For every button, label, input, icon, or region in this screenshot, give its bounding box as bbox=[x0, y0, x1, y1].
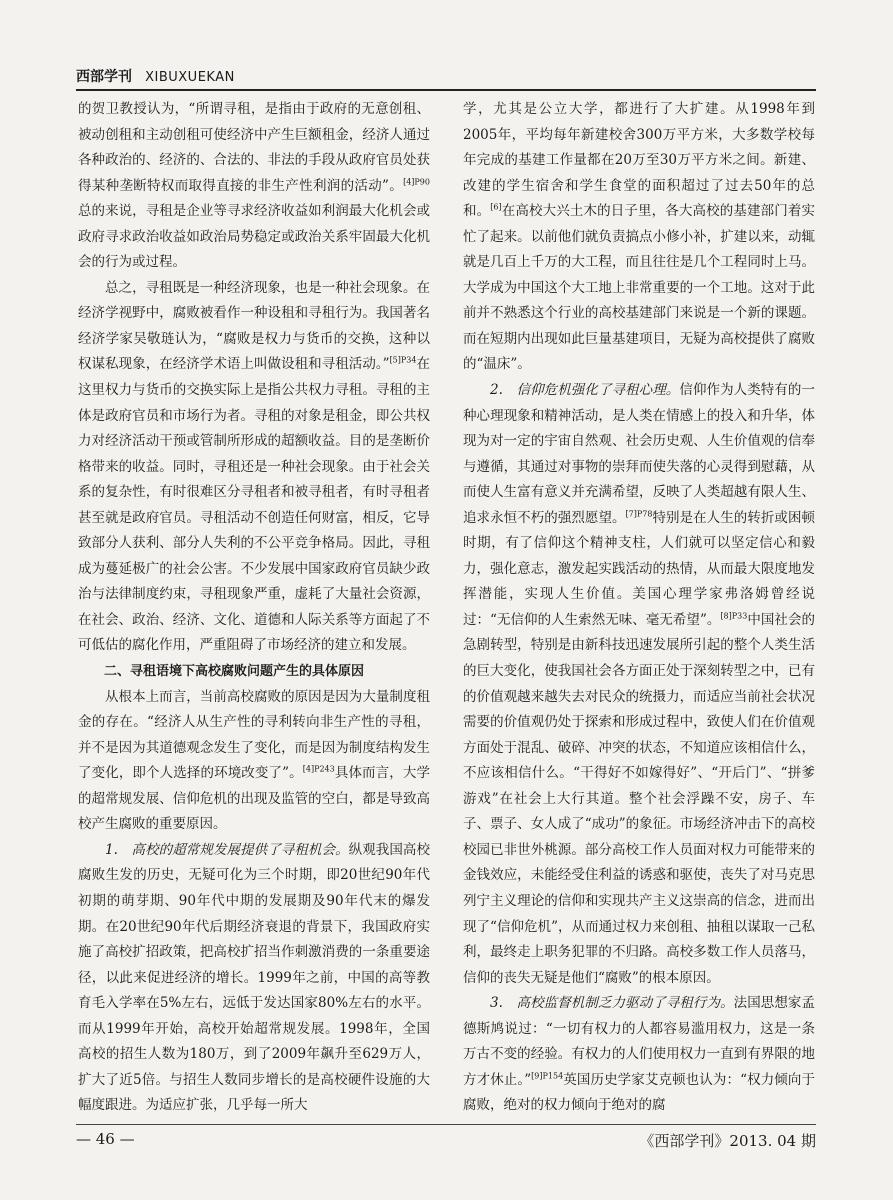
paragraph bbox=[463, 378, 815, 991]
footer-rule bbox=[76, 1124, 816, 1125]
citation-marker: [4]P243 bbox=[302, 764, 335, 774]
paragraph-text: 学，尤其是公立大学，都进行了大扩建。从1998年到2005年，平均每年新建校舍300万平方米，大多数学校每年完成的基建工作量都在20万至30万平方米之间。新建、改建的学生宿舍和学生食堂的面积超过了过去50年的总和。 bbox=[463, 101, 815, 220]
paragraph-text: 纵观我国高校腐败生发的历史，无疑可化为三个时期，即20世纪90年代初期的萌芽期、90年代中期的发展期及90年代末的爆发期。在20世纪90年代后期经济衰退的背景下，我国政府实施了高校扩招政策，把高校扩招当作刺激消费的一条重要途径，以此来促进经济的增长。1999年之前，中国的高等教育毛入学率在5%左右，远低于发达国家80%左右的水平。而从1999年开始，高校开始超常规发展。1998年，全国高校的招生人数为180万，到了2009年飙升至629万人，扩大了近5倍。与招生人数同步增长的是高校硬件设施的大幅度跟进。为适应扩张，几乎每一所大 bbox=[78, 841, 430, 1114]
citation-marker: [6] bbox=[490, 202, 502, 212]
citation-marker: [8]P33 bbox=[720, 611, 748, 621]
paragraph-text: 英国历史学家艾克顿也认为：“权力倾向于腐败，绝对的权力倾向于绝对的腐 bbox=[463, 1071, 815, 1114]
paragraph-text: 特别是在人生的转折或困顿时期，有了信仰这个精神支柱，人们就可以坚定信心和毅力，强化意志，激发起实践活动的热情，从而最大限度地发挥潜能，实现人生价值。美国心理学家弗洛姆曾经说过：“无信仰的人生索然无味、毫无希望”。 bbox=[463, 509, 815, 628]
header-rule bbox=[76, 89, 816, 91]
paragraph bbox=[463, 991, 815, 1119]
paragraph bbox=[78, 838, 430, 1119]
paragraph-text: 法国思想家孟德斯鸠说过：“一切有权力的人都容易滥用权力，这是一条万古不变的经验。有权力的人们使用权力一直到有界限的地方才休止。” bbox=[463, 995, 815, 1088]
running-header bbox=[76, 66, 816, 86]
paragraph-text: 信仰作为人类特有的一种心理现象和精神活动，是人类在情感上的投入和升华，体现为对一定的宇宙自然观、社会历史观、人生价值观的信奉与遵循，其通过对事物的崇拜而使失落的心灵得到慰藉，从而使人生富有意义并充满希望，反映了人类超越有限人生、追求永恒不朽的强烈愿望。 bbox=[463, 382, 816, 526]
paragraph-text: 具体而言，大学的超常规发展、信仰危机的出现及监管的空白，都是导致高校产生腐败的重要原因。 bbox=[78, 765, 430, 833]
paragraph-text: 在这里权力与货币的交换实际上是指公共权力寻租。寻租的主体是政府官员和市场行为者。寻租的对象是租金，即公共权力对经济活动干预或管制所形成的超额收益。目的是垄断价格带来的收益。同时，寻租还是一种社会现象。由于社会关系的复杂性，有时很难区分寻租者和被寻租者，有时寻租者甚至就是政府官员。寻租活动不创造任何财富，相反，它导致部分人获利、部分人失利的不公平竞争格局。因此，寻租成为蔓延极广的社会公害。不少发展中国家政府官员缺少政治与法律制度约束，寻租现象严重，虚耗了大量社会资源，在社会、政治、经济、文化、道德和人际关系等方面起了不可低估的腐化作用，严重阻碍了市场经济的建立和发展。 bbox=[78, 356, 431, 654]
page-number: — 46 — bbox=[76, 1130, 135, 1148]
section-heading: 二、寻租语境下高校腐败问题产生的具体原因 bbox=[104, 664, 365, 680]
right-column bbox=[463, 97, 815, 1119]
citation-marker: [5]P34 bbox=[389, 355, 417, 365]
subsection-title: 1. 高校的超常规发展提供了寻租机会。 bbox=[105, 841, 349, 858]
paragraph-text: 从根本上而言，当前高校腐败的原因是因为大量制度租金的存在。“经济人从生产性的寻利转向非生产性的寻租，并不是因为其道德观念发生了变化，而是因为制度结构发生了变化，即个人选择的环境改变了”。 bbox=[78, 688, 430, 782]
paragraph-text: 在高校大兴土木的日子里，各大高校的基建部门着实忙了起来。以前他们就负责搞点小修小补，扩建以来，动辄就是几百上千万的大工程，而且往往是几个工程同时上马。大学成为中国这个大工地上非常重要的一个工地。这对于此前并不熟悉这个行业的高校基建部门来说是一个新的课题。而在短期内出现如此巨量基建项目，无疑为高校提供了腐败的“温床”。 bbox=[463, 203, 816, 373]
paragraph bbox=[78, 685, 430, 838]
paragraph-text: 总之，寻租既是一种经济现象，也是一种社会现象。在经济学视野中，腐败被看作一种设租和寻租行为。我国著名经济学家吴敬琏认为，“腐败是权力与货币的交换，这种以权谋私现象，在经济学术语上叫做设租和寻租活动。” bbox=[78, 279, 430, 373]
paragraph-text: 的贺卫教授认为，“所谓寻租，是指由于政府的无意创租、被动创租和主动创租可使经济中产生巨额租金，经济人通过各种政治的、经济的、合法的、非法的手段从政府官员处获得某种垄断特权而取得直接的非生产性利润的活动”。 bbox=[78, 101, 430, 194]
paragraph-text: 中国社会的急剧转型，特别是由新科技迅速发展所引起的整个人类生活的巨大变化，使我国社会各方面正处于深刻转型之中，已有的价值观越来越失去对民众的统摄力，而适应当前社会状况需要的价值观仍处于探索和形成过程中，致使人们在价值观方面处于混乱、破碎、冲突的状态，不知道应该相信什么，不应该相信什么。“干得好不如嫁得好”、“开后门”、“拼爹游戏”在社会上大行其道。整个社会浮躁不安，房子、车子、票子、女人成了“成功”的象征。市场经济冲击下的高校校园已非世外桃源。部分高校工作人员面对权力可能带来的金钱效应，未能经受住利益的诱惑和驱使，丧失了对马克思列宁主义理论的信仰和实现共产主义这崇高的信念，进而出现了“信仰危机”，从而通过权力来创租、抽租以谋取一己私利，最终走上职务犯罪的不归路。高校多数工作人员落马，信仰的丧失无疑是他们“腐败”的根本原因。 bbox=[463, 611, 815, 986]
paragraph-text: 总的来说，寻租是企业等寻求经济收益如利润最大化机会或政府寻求政治收益如政治局势稳定或政治关系牢固最大化机会的行为或过程。 bbox=[78, 203, 430, 271]
journal-name: 西部学刊 bbox=[76, 69, 132, 85]
issue-info: 《西部学刊》2013. 04 期 bbox=[639, 1132, 816, 1150]
subsection-title: 3. 高校监督机制乏力驱动了寻租行为。 bbox=[490, 995, 734, 1012]
citation-marker: [9]P154 bbox=[531, 1071, 564, 1081]
paragraph bbox=[463, 97, 815, 378]
journal-pinyin: XIBUXUEKAN bbox=[145, 70, 235, 85]
citation-marker: [4]P90 bbox=[403, 177, 430, 187]
citation-marker: [7]P78 bbox=[625, 509, 653, 519]
paragraph bbox=[78, 97, 430, 276]
left-column bbox=[78, 97, 430, 1119]
paragraph bbox=[78, 276, 430, 659]
subsection-title: 2. 信仰危机强化了寻租心理。 bbox=[490, 382, 680, 399]
